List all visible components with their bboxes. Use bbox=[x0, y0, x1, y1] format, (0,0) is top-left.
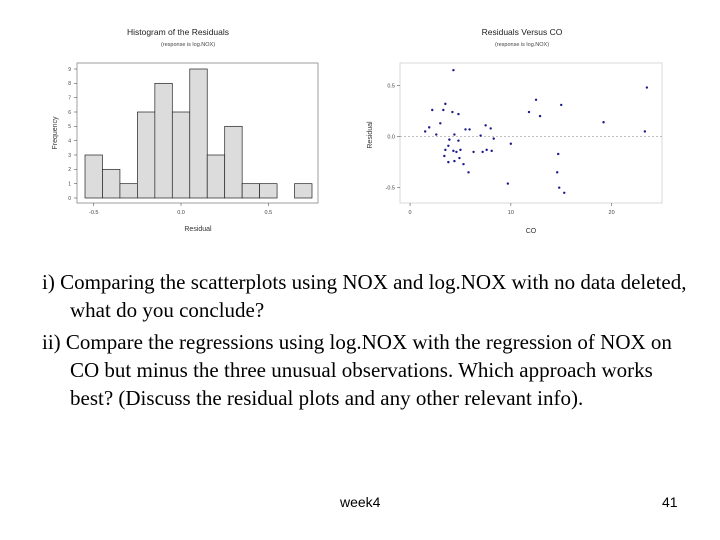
histogram-bar bbox=[225, 126, 242, 198]
scatter-point bbox=[472, 151, 474, 153]
histogram-y-tick-label: 3 bbox=[68, 152, 71, 159]
scatter-point bbox=[493, 137, 495, 139]
histogram-x-tick-label: -0.5 bbox=[88, 210, 99, 216]
scatter-point bbox=[558, 186, 560, 188]
scatter-point bbox=[464, 128, 466, 130]
histogram-x-ticks bbox=[89, 203, 272, 216]
scatter-point bbox=[646, 86, 648, 88]
scatter-point bbox=[489, 127, 491, 129]
histogram-y-ticks bbox=[68, 67, 77, 202]
scatter-point bbox=[428, 126, 430, 128]
scatter-point bbox=[528, 111, 530, 113]
scatter-point bbox=[535, 99, 537, 101]
scatter-point bbox=[447, 161, 449, 163]
scatter-point bbox=[443, 155, 445, 157]
scatter-point bbox=[453, 160, 455, 162]
scatter-point bbox=[431, 109, 433, 111]
scatter-point bbox=[539, 115, 541, 117]
scatter-point bbox=[557, 153, 559, 155]
scatter-y-label: Residual bbox=[367, 121, 374, 149]
scatter-x-ticks bbox=[409, 203, 615, 216]
scatter-title: Residuals Versus CO bbox=[481, 27, 563, 37]
scatter-x-tick-label: 10 bbox=[507, 210, 514, 216]
scatter-point bbox=[462, 163, 464, 165]
scatter-point bbox=[453, 133, 455, 135]
histogram-y-tick-label: 7 bbox=[68, 95, 71, 102]
scatter-point bbox=[459, 149, 461, 151]
scatter-point bbox=[556, 171, 558, 173]
histogram-y-tick-label: 9 bbox=[68, 66, 71, 73]
histogram-bar bbox=[172, 112, 189, 198]
histogram-bar bbox=[207, 155, 224, 198]
scatter-point bbox=[448, 138, 450, 140]
histogram-y-tick-label: 8 bbox=[68, 81, 71, 88]
scatter-point bbox=[563, 192, 565, 194]
histogram-y-tick-label: 6 bbox=[68, 109, 71, 116]
histogram-bar bbox=[260, 184, 277, 198]
histogram-bar bbox=[190, 69, 207, 198]
scatter-y-tick-label: 0.0 bbox=[387, 134, 395, 141]
histogram-chart bbox=[52, 27, 318, 233]
histogram-x-tick-label: 0.0 bbox=[177, 210, 185, 216]
scatter-point bbox=[507, 182, 509, 184]
scatter-point bbox=[455, 151, 457, 153]
scatter-points bbox=[424, 69, 648, 194]
histogram-x-tick-label: 0.5 bbox=[264, 210, 273, 216]
scatter-point bbox=[602, 121, 604, 123]
scatter-x-label: CO bbox=[525, 228, 537, 235]
histogram-bar bbox=[102, 169, 119, 198]
scatter-point bbox=[451, 111, 453, 113]
histogram-y-label: Frequency bbox=[52, 116, 59, 150]
scatter-point bbox=[442, 109, 444, 111]
scatter-point bbox=[490, 150, 492, 152]
scatter-point bbox=[457, 113, 459, 115]
scatter-point bbox=[479, 134, 481, 136]
scatter-subtitle: (response is log.NOX) bbox=[494, 42, 550, 48]
question-2: ii) Compare the regressions using log.NOX with the regression of NOX on CO but minus the three unusual observations. Which approach works best? (Discuss the residual plots and any other relevant info). bbox=[42, 330, 672, 410]
scatter-y-ticks bbox=[386, 83, 400, 191]
histogram-y-tick-label: 1 bbox=[68, 181, 71, 188]
histogram-bar bbox=[295, 184, 312, 198]
scatter-frame bbox=[400, 63, 662, 203]
scatter-point bbox=[644, 130, 646, 132]
scatter-point bbox=[481, 151, 483, 153]
scatter-point bbox=[435, 133, 437, 135]
scatter-point bbox=[468, 128, 470, 130]
charts-area bbox=[0, 0, 720, 245]
histogram-x-label: Residual bbox=[184, 226, 212, 233]
scatter-point bbox=[467, 171, 469, 173]
histogram-y-tick-label: 5 bbox=[68, 124, 71, 131]
histogram-bar bbox=[120, 184, 137, 198]
scatter-point bbox=[424, 130, 426, 132]
slide-page-number: 41 bbox=[662, 494, 678, 510]
scatter-x-tick-label: 0 bbox=[408, 210, 412, 216]
scatter-point bbox=[452, 69, 454, 71]
histogram-subtitle: (response is log.NOX) bbox=[160, 42, 216, 48]
question-1: i) Comparing the scatterplots using NOX and log.NOX with no data deleted, what do you conclude? bbox=[42, 270, 687, 322]
question-list bbox=[42, 268, 692, 416]
scatter-point bbox=[444, 149, 446, 151]
scatter-point bbox=[484, 124, 486, 126]
scatter-point bbox=[452, 150, 454, 152]
histogram-y-tick-label: 0 bbox=[68, 195, 71, 202]
scatter-point bbox=[444, 103, 446, 105]
footer-week-label: week4 bbox=[340, 494, 381, 510]
scatter-chart bbox=[367, 27, 662, 235]
scatter-point bbox=[485, 149, 487, 151]
histogram-bar bbox=[242, 184, 259, 198]
histogram-bars bbox=[85, 69, 312, 198]
scatter-point bbox=[560, 104, 562, 106]
histogram-title: Histogram of the Residuals bbox=[126, 27, 230, 37]
scatter-y-tick-label: -0.5 bbox=[385, 185, 395, 192]
scatter-x-tick-label: 20 bbox=[608, 210, 615, 216]
histogram-bar bbox=[137, 112, 154, 198]
scatter-point bbox=[510, 143, 512, 145]
histogram-bar bbox=[155, 83, 172, 198]
histogram-bar bbox=[85, 155, 102, 198]
scatter-point bbox=[439, 122, 441, 124]
scatter-point bbox=[447, 145, 449, 147]
histogram-y-tick-label: 2 bbox=[68, 167, 71, 174]
scatter-point bbox=[458, 157, 460, 159]
scatter-point bbox=[457, 139, 459, 141]
scatter-y-tick-label: 0.5 bbox=[387, 83, 395, 90]
histogram-y-tick-label: 4 bbox=[68, 138, 71, 145]
